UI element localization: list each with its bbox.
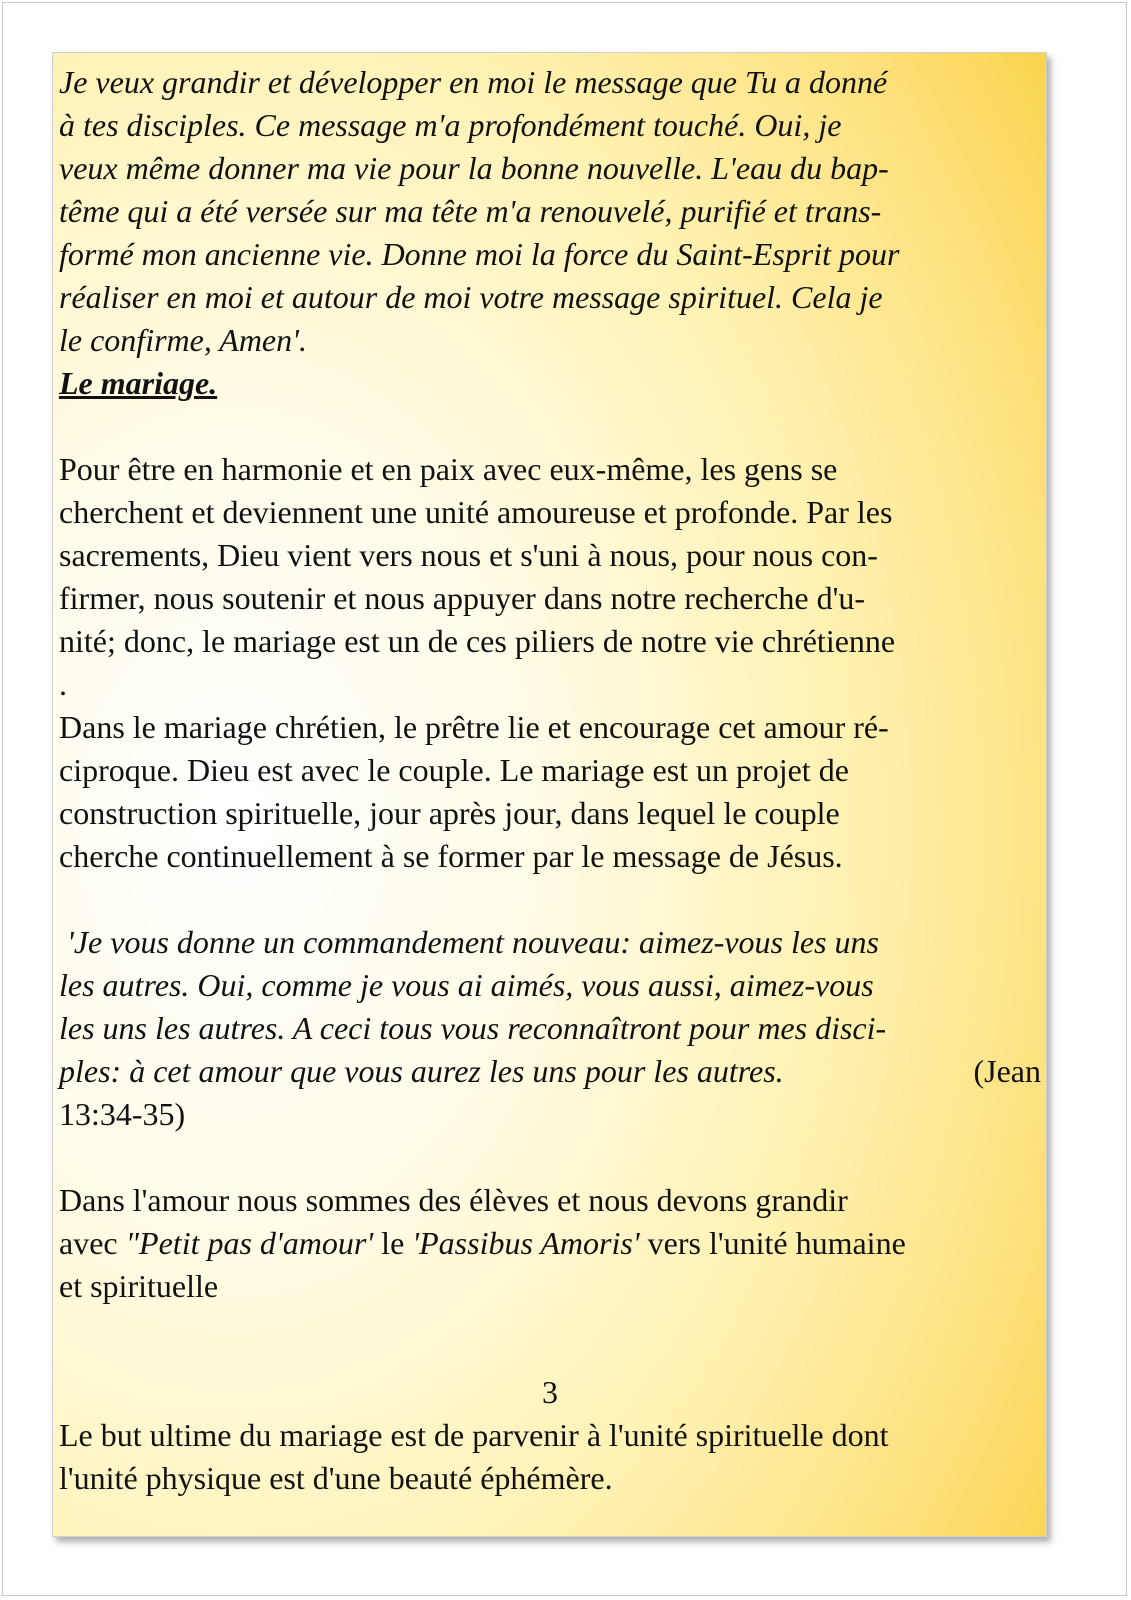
spacer [59,1351,1041,1371]
marriage-paragraph-1 [59,448,1041,706]
section-heading [59,362,1041,405]
quote-line [59,1050,1041,1093]
heading-text: Le mariage. [59,365,218,401]
spacer [59,1308,1041,1351]
italic-phrase: 'Passibus Amoris' [412,1225,640,1261]
quote-text: ples: à cet amour que vous aurez les uns pour les autres. [59,1053,784,1089]
quote-line: les autres. Oui, comme je vous ai aimés, vous aussi, aimez-vous [59,967,874,1003]
paragraph-line: Le but ultime du mariage est de parvenir à l'unité spirituelle dont [59,1417,889,1453]
paragraph-line: . [59,666,67,702]
paragraph-line: et spirituelle [59,1268,219,1304]
prayer-paragraph [59,61,1041,362]
paragraph-line: cherche continuellement à se former par le message de Jésus. [59,838,843,874]
prayer-line: réaliser en moi et autour de moi votre message spirituel. Cela je [59,279,883,315]
text-run: vers l'unité humaine [639,1225,906,1261]
quote-line: 'Je vous donne un commandement nouveau: aimez-vous les uns [59,924,879,960]
text-panel [52,52,1047,1537]
marriage-paragraph-4 [59,1414,1041,1500]
page-text [59,61,1041,1500]
paragraph-line: l'unité physique est d'une beauté éphémère. [59,1460,613,1496]
spacer [59,1136,1041,1179]
bible-reference: (Jean [973,1053,1041,1089]
bible-reference-verse: 13:34-35) [59,1096,186,1132]
prayer-line: veux même donner ma vie pour la bonne nouvelle. L'eau du bap- [59,150,889,186]
spacer [59,878,1041,921]
marriage-paragraph-3 [59,1179,1041,1308]
spacer [59,405,1041,448]
prayer-line: Je veux grandir et développer en moi le message que Tu a donné [59,64,888,100]
paragraph-line: ciproque. Dieu est avec le couple. Le mariage est un projet de [59,752,849,788]
text-run: le [373,1225,413,1261]
paragraph-line: firmer, nous soutenir et nous appuyer dans notre recherche d'u- [59,580,865,616]
marriage-paragraph-2 [59,706,1041,878]
italic-phrase: "Petit pas d'amour' [125,1225,374,1261]
paragraph-line: Dans le mariage chrétien, le prêtre lie et encourage cet amour ré- [59,709,889,745]
bible-quote [59,921,1041,1136]
paragraph-line: cherchent et deviennent une unité amoureuse et profonde. Par les [59,494,893,530]
paragraph-line: construction spirituelle, jour après jour, dans lequel le couple [59,795,840,831]
paragraph-line: nité; donc, le mariage est un de ces piliers de notre vie chrétienne [59,623,896,659]
quote-line: les uns les autres. A ceci tous vous reconnaîtront pour mes disci- [59,1010,887,1046]
prayer-line: formé mon ancienne vie. Donne moi la force du Saint-Esprit pour [59,236,900,272]
paragraph-line: sacrements, Dieu vient vers nous et s'uni à nous, pour nous con- [59,537,878,573]
paragraph-line: Dans l'amour nous sommes des élèves et nous devons grandir [59,1182,848,1218]
prayer-line: tême qui a été versée sur ma tête m'a renouvelé, purifié et trans- [59,193,882,229]
paragraph-line [59,1222,1041,1265]
paragraph-line: Pour être en harmonie et en paix avec eux-même, les gens se [59,451,838,487]
page-number: 3 [542,1374,558,1410]
prayer-line: le confirme, Amen'. [59,322,307,358]
prayer-line: à tes disciples. Ce message m'a profondément touché. Oui, je [59,107,842,143]
text-run: avec [59,1225,126,1261]
